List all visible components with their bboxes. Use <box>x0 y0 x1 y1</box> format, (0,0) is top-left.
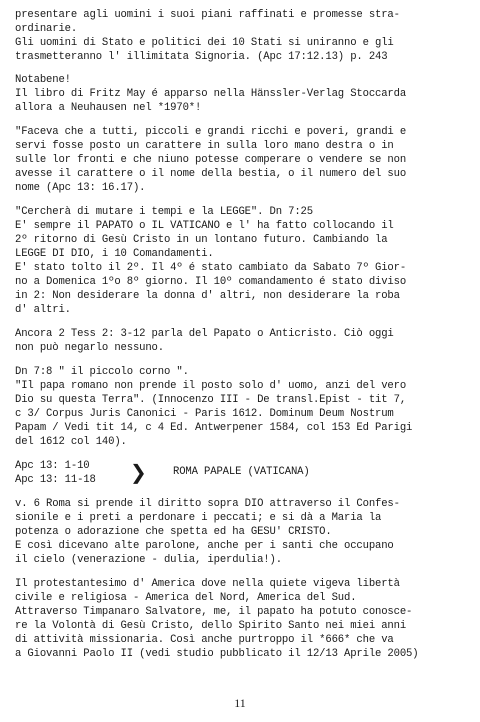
text-line: re la Volontà di Gesù Cristo, dello Spirito Santo nei miei anni <box>15 620 407 632</box>
text-line: nome (Apc 13: 16.17). <box>15 182 146 194</box>
text-line: c 3/ Corpus Juris Canonici - Paris 1612. Dominum Deum Nostrum <box>15 408 394 420</box>
paragraph-notabene <box>15 73 473 115</box>
paragraph-signoria <box>15 8 473 64</box>
text-line: "Il papa romano non prende il posto solo d' uomo, anzi del vero <box>15 380 407 392</box>
text-line: il cielo (venerazione - dulia, iperdulia!). <box>15 554 282 566</box>
paragraph-tessalonicesi <box>15 327 473 355</box>
text-line: d' altri. <box>15 304 71 316</box>
apc-ref: Apc 13: 11-18 <box>15 474 96 486</box>
text-line: presentare agli uomini i suoi piani raffinati e promesse stra- <box>15 9 400 21</box>
paragraph-piccolo-corno <box>15 365 473 449</box>
text-line: Gli uomini di Stato e politici dei 10 Stati si uniranno e gli <box>15 37 394 49</box>
text-line: v. 6 Roma si prende il diritto sopra DIO attraverso il Confes- <box>15 498 400 510</box>
text-line: no a Domenica 1ºo 8º giorno. Il 10º comandamento é stato diviso <box>15 276 407 288</box>
apc-reference-block <box>15 459 473 487</box>
text-line: in 2: Non desiderare la donna d' altri, non desiderare la roba <box>15 290 400 302</box>
text-line: E' stato tolto il 2º. Il 4º é stato cambiato da Sabato 7º Gior- <box>15 262 407 274</box>
chevron-right-icon: ❯ <box>130 460 147 484</box>
text-line: del 1612 col 140). <box>15 436 127 448</box>
text-line: "Faceva che a tutti, piccoli e grandi ricchi e poveri, grandi e <box>15 126 407 138</box>
section-heading: ROMA PAPALE (VATICANA) <box>173 466 310 478</box>
paragraph-carattere <box>15 125 473 195</box>
text-line: Il libro di Fritz May é apparso nella Hänssler-Verlag Stoccarda <box>15 88 407 100</box>
text-line: Il protestantesimo d' America dove nella quiete vigeva libertà <box>15 578 400 590</box>
text-line: Dn 7:8 " il piccolo corno ". <box>15 366 189 378</box>
text-line: servi fosse posto un carattere in sulla loro mano destra o in <box>15 140 394 152</box>
page-body <box>15 8 473 661</box>
text-line: non può negarlo nessuno. <box>15 342 164 354</box>
paragraph-legge <box>15 205 473 317</box>
text-line: civile e religiosa - America del Nord, America del Sud. <box>15 592 357 604</box>
page-number: 11 <box>234 696 246 710</box>
text-line: trasmetteranno l' illimitata Signoria. (Apc 17:12.13) p. 243 <box>15 51 388 63</box>
text-line: Notabene! <box>15 74 71 86</box>
text-line: avesse il carattere o il nome della bestia, o il numero del suo <box>15 168 407 180</box>
text-line: a Giovanni Paolo II (vedi studio pubblicato il 12/13 Aprile 2005) <box>15 648 419 660</box>
text-line: LEGGE DI DIO, i 10 Comandamenti. <box>15 248 214 260</box>
text-line: E così dicevano alte parolone, anche per i santi che occupano <box>15 540 394 552</box>
paragraph-roma <box>15 497 473 567</box>
text-line: 2º ritorno di Gesù Cristo in un lontano futuro. Cambiando la <box>15 234 388 246</box>
text-line: di attività missionaria. Così anche purtroppo il *666* che va <box>15 634 394 646</box>
text-line: sionile e i preti a perdonare i peccati; e si dà a Maria la <box>15 512 382 524</box>
text-line: Dio su questa Terra". (Innocenzo III - De transl.Epist - tit 7, <box>15 394 407 406</box>
text-line: allora a Neuhausen nel *1970*! <box>15 102 202 114</box>
text-line: potenza o adorazione che spetta ed ha GESU' CRISTO. <box>15 526 332 538</box>
text-line: Attraverso Timpanaro Salvatore, me, il papato ha potuto conosce- <box>15 606 413 618</box>
text-line: E' sempre il PAPATO o IL VATICANO e l' ha fatto collocando il <box>15 220 394 232</box>
apc-ref: Apc 13: 1-10 <box>15 460 90 472</box>
paragraph-protestantesimo <box>15 577 473 661</box>
text-line: ordinarie. <box>15 23 78 35</box>
text-line: Ancora 2 Tess 2: 3-12 parla del Papato o Anticristo. Ciò oggi <box>15 328 394 340</box>
text-line: sulle lor fronti e che niuno potesse comperare o vendere se non <box>15 154 407 166</box>
text-line: "Cercherà di mutare i tempi e la LEGGE". Dn 7:25 <box>15 206 313 218</box>
text-line: Papam / Vedi tit 14, c 4 Ed. Antwerpener 1584, col 153 Ed Parigi <box>15 422 413 434</box>
